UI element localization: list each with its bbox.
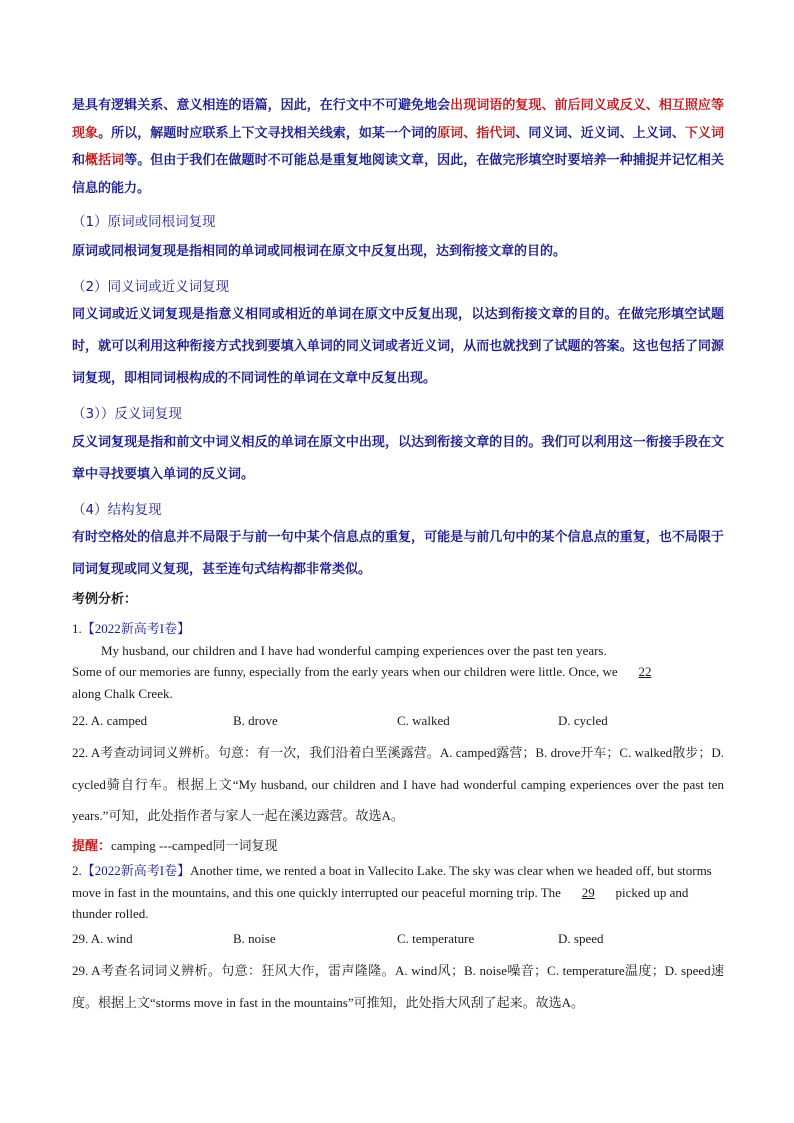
- question-1-tip: [72, 835, 277, 854]
- question-1-line: My husband, our children and I have had wonderful camping experiences over the past ten years.: [101, 642, 607, 658]
- option-d: D. speed: [558, 931, 604, 946]
- tip-text: camping ---camped同一词复现: [111, 838, 278, 853]
- section-heading-3: （3））反义词复现: [72, 406, 182, 422]
- question-1-header: [72, 618, 724, 640]
- question-2: [72, 860, 724, 925]
- examples-label: 考例分析：: [72, 592, 138, 607]
- question-number: 1.: [72, 621, 82, 636]
- question-2-options: [72, 931, 724, 949]
- question-1-analysis: 22. A考查动词词义辨析。句意：有一次，我们沿着白垩溪露营。A. camped露营；B. drove开车；C. walked散步；D. cycled骑自行车。根据上文“My husband, our children and I have had wonderful camping experiences over the past ten years.”可知，此处指作者与家人一起在溪边露营。故选A。: [72, 745, 724, 823]
- section-heading-4: （4）结构复现: [72, 502, 162, 518]
- section-text-4: 有时空格处的信息并不局限于与前一句中某个信息点的重复，可能是与前几句中的某个信息点的重复，也不局限于同词复现或同义复现，甚至连句式结构都非常类似。: [72, 530, 724, 577]
- question-source: 【2022新高考I卷】: [81, 621, 191, 636]
- option-b: B. drove: [233, 713, 278, 728]
- question-source: 【2022新高考I卷】: [81, 863, 191, 878]
- question-text: Some of our memories are funny, especially from the early years when our children were little. Once, we: [72, 664, 621, 679]
- option-d: D. cycled: [558, 713, 608, 728]
- option-b: B. noise: [233, 931, 276, 946]
- section-text-3: 反义词复现是指和前文中词义相反的单词在原文中出现，以达到衔接文章的目的。我们可以利用这一衔接手段在文章中寻找要填入单词的反义词。: [72, 435, 724, 482]
- question-number: 2.: [72, 863, 82, 878]
- section-heading-1: （1）原词或同根词复现: [72, 214, 216, 230]
- question-1-options: [72, 713, 724, 731]
- intro-paragraph: [72, 92, 724, 202]
- intro-highlight: 概括词: [85, 153, 125, 168]
- intro-text: 等。但由于我们在做题时不可能总是重复地阅读文章，因此，在做完形填空时要培养一种捕捉并记忆相关信息的能力。: [72, 153, 724, 196]
- option-a: 22. A. camped: [72, 713, 148, 728]
- intro-highlight: 下义词: [684, 125, 724, 141]
- question-text: picked up and thunder rolled.: [72, 884, 689, 921]
- question-1-line: [72, 661, 724, 683]
- question-2-analysis: 29. A考查名词词义辨析。句意：狂风大作，雷声隆隆。A. wind风；B. noise噪音；C. temperature温度；D. speed速度。根据上文“storms move in fast in the mountains”可推知，此处指大风刮了起来。故选A。: [72, 963, 724, 1010]
- section-text-2: 同义词或近义词复现是指意义相同或相近的单词在原文中反复出现，以达到衔接文章的目的。在做完形填空试题时，就可以利用这种衔接方式找到要填入单词的同义词或者近义词，从而也就找到了试题的答案。这也包括了同源词复现，即相同词根构成的不同词性的单词在文章中反复出现。: [72, 307, 724, 386]
- intro-text: 。所以，解题时应联系上下文寻找相关线索，如某一个词的: [98, 125, 438, 141]
- question-1: [72, 618, 724, 704]
- answer-blank: 29: [581, 884, 595, 900]
- option-c: C. walked: [397, 713, 450, 728]
- intro-text: 是具有逻辑关系、意义相连的语篇，因此，在行文中不可避免地会: [72, 98, 451, 113]
- intro-highlight: 出现词语的复现、前后同义或反义、相互照应等现象: [72, 98, 724, 141]
- intro-text: 和: [72, 153, 86, 168]
- intro-highlight: 原词、指代词: [437, 125, 516, 141]
- section-heading-2: （2）同义词或近义词复现: [72, 279, 230, 295]
- option-a: 29. A. wind: [72, 931, 133, 946]
- question-text: Another time, we rented a boat in Vallecito Lake. The sky was clear when we headed off, but storms move in fast in the mountains, and this one quickly interrupted our peaceful morning trip. The: [72, 863, 712, 900]
- tip-label: 提醒：: [72, 838, 112, 853]
- option-c: C. temperature: [397, 931, 475, 946]
- question-1-line: along Chalk Creek.: [72, 685, 173, 701]
- section-text-1: 原词或同根词复现是指相同的单词或同根词在原文中反复出现，达到衔接文章的目的。: [72, 244, 567, 259]
- intro-text: 、同义词、近义词、上义词、: [515, 125, 685, 141]
- answer-blank: 22: [638, 664, 652, 679]
